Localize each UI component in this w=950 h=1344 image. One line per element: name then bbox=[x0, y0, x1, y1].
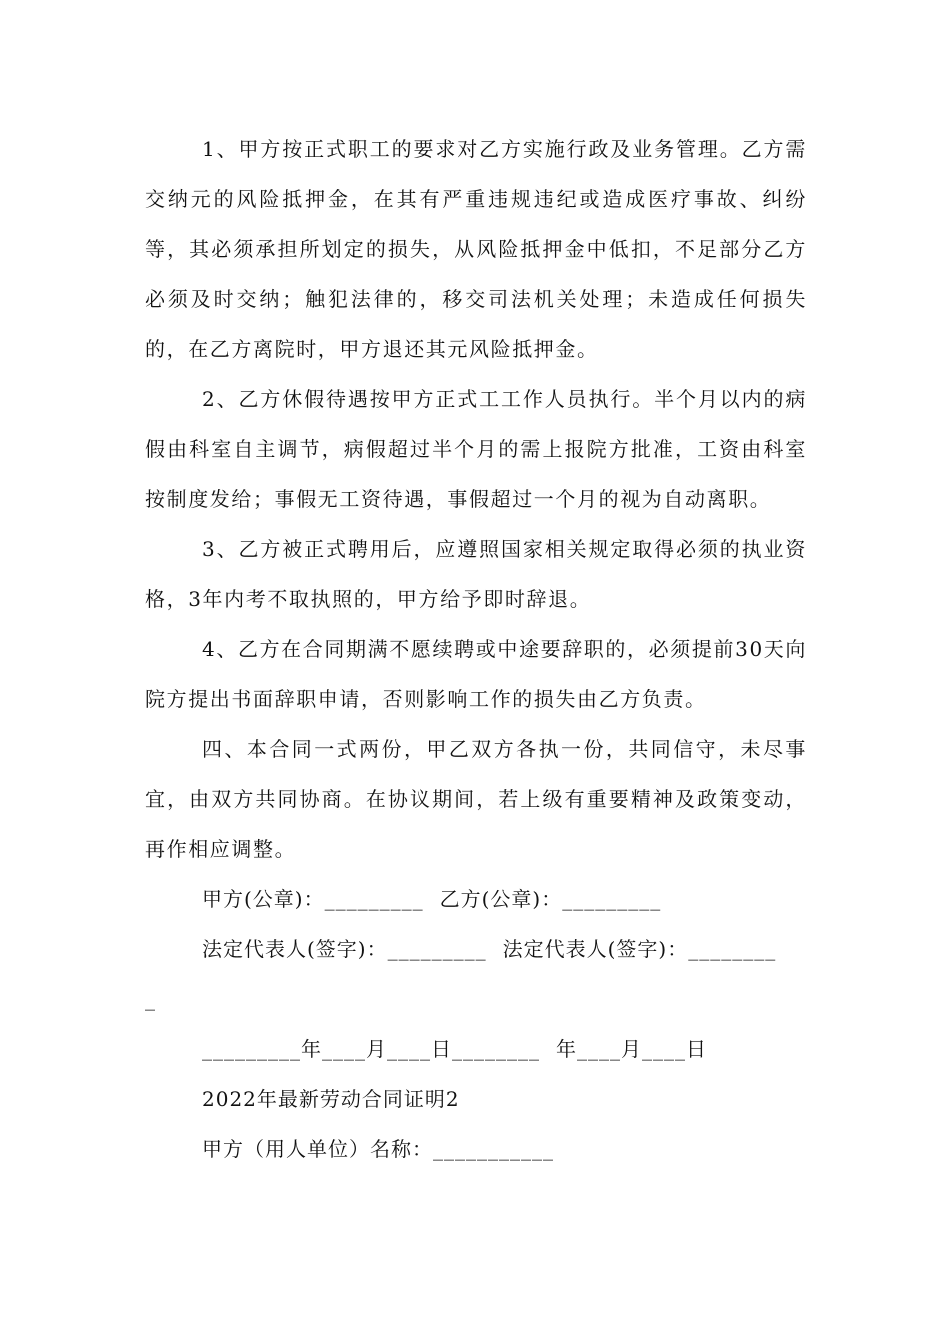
party-a-seal: 甲方(公章)：_________ bbox=[202, 887, 424, 911]
employer-name-line: 甲方（用人单位）名称：___________ bbox=[202, 1137, 554, 1161]
representative-wrap: _ bbox=[145, 987, 156, 1011]
date-line bbox=[145, 1024, 807, 1074]
party-b-seal: 乙方(公章)：_________ bbox=[439, 887, 662, 911]
date-b: 年____月____日 bbox=[556, 1037, 707, 1061]
clause-3: 3、乙方被正式聘用后，应遵照国家相关规定取得必须的执业资格，3年内考不取执照的，甲方给予即时辞退。 bbox=[145, 537, 807, 611]
document-page bbox=[145, 124, 807, 1174]
clause-4: 4、乙方在合同期满不愿续聘或中途要辞职的，必须提前30天向院方提出书面辞职申请，否则影响工作的损失由乙方负责。 bbox=[145, 637, 807, 711]
clause-2: 2、乙方休假待遇按甲方正式工工作人员执行。半个月以内的病假由科室自主调节，病假超过半个月的需上报院方批准，工资由科室按制度发给；事假无工资待遇，事假超过一个月的视为自动离职。 bbox=[145, 387, 807, 511]
date-a: _________年____月____日________ bbox=[202, 1037, 540, 1061]
seal-line bbox=[145, 874, 807, 924]
rep-b: 法定代表人(签字)：________ bbox=[502, 937, 777, 961]
representative-line bbox=[145, 924, 807, 974]
rep-a: 法定代表人(签字)：_________ bbox=[202, 937, 487, 961]
clause-1: 1、甲方按正式职工的要求对乙方实施行政及业务管理。乙方需交纳元的风险抵押金，在其有严重违规违纪或造成医疗事故、纠纷等，其必须承担所划定的损失，从风险抵押金中低扣，不足部分乙方必须及时交纳；触犯法律的，移交司法机关处理；未造成任何损失的，在乙方离院时，甲方退还其元风险抵押金。 bbox=[145, 137, 807, 361]
clause-general: 四、本合同一式两份，甲乙双方各执一份，共同信守，未尽事宜，由双方共同协商。在协议期间，若上级有重要精神及政策变动，再作相应调整。 bbox=[145, 737, 807, 861]
section-title: 2022年最新劳动合同证明2 bbox=[202, 1087, 460, 1111]
